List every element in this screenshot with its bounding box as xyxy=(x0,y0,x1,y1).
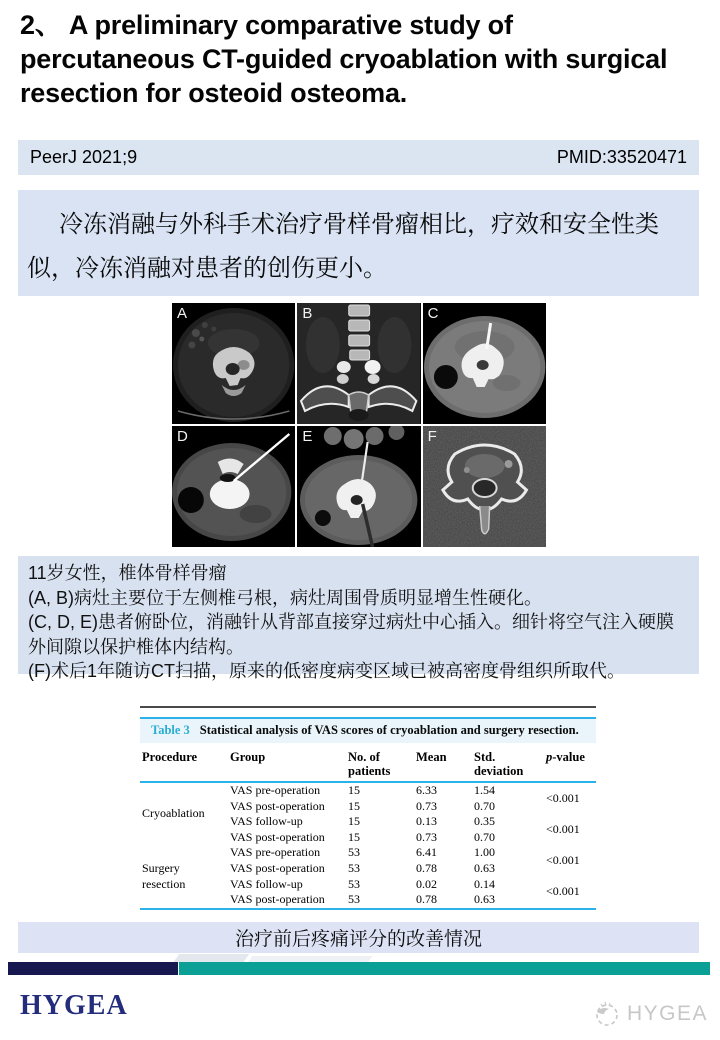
page-title xyxy=(20,8,714,110)
sd-cell: 1.54 xyxy=(474,783,495,797)
procedure-cell: Surgery resection xyxy=(142,860,186,891)
figure-caption-box xyxy=(18,556,699,681)
caption-line-1: 11岁女性，椎体骨样骨瘤 xyxy=(28,563,227,583)
summary-box xyxy=(18,190,699,296)
panel-label-f: F xyxy=(427,428,437,445)
result-caption-bar xyxy=(18,922,699,953)
sd-cell: 0.35 xyxy=(474,814,495,829)
ct-panel-e xyxy=(297,426,420,547)
table-figure xyxy=(140,706,596,910)
ct-panel-b xyxy=(297,303,420,424)
n-cell: 53 xyxy=(348,860,360,875)
journal-bar xyxy=(18,140,699,175)
col-header-group: Group xyxy=(228,743,346,782)
ct-figure-grid xyxy=(172,303,546,547)
caption-line-2: (A, B)病灶主要位于左侧椎弓根，病灶周围骨质明显增生性硬化。 xyxy=(28,587,542,608)
ct-panel-c xyxy=(423,303,546,424)
n-cell: 15 xyxy=(348,798,360,813)
sd-cell: 0.63 xyxy=(474,892,495,907)
ct-scan-axial-needle-image xyxy=(297,426,420,547)
n-cell: 53 xyxy=(348,892,360,907)
sd-cell: 0.14 xyxy=(474,876,495,891)
n-cell: 53 xyxy=(348,876,360,891)
col-header-pvalue: p-value xyxy=(544,743,596,782)
table-row xyxy=(140,782,596,799)
pvalue-cell: <0.001 xyxy=(546,821,580,836)
table-row xyxy=(140,845,596,861)
sd-cell: 0.63 xyxy=(474,860,495,875)
pmid-label: PMID:33520471 xyxy=(556,147,687,167)
n-cell: 15 xyxy=(348,814,360,829)
vas-table xyxy=(140,717,596,910)
panel-label-c: C xyxy=(427,305,439,322)
n-cell: 15 xyxy=(348,829,360,844)
result-caption-text: 治疗前后疼痛评分的改善情况 xyxy=(234,929,482,950)
pvalue-cell: <0.001 xyxy=(546,884,580,899)
mean-cell: 0.02 xyxy=(416,876,437,891)
panel-label-d: D xyxy=(177,428,188,445)
mean-cell: 0.73 xyxy=(416,798,437,813)
mean-cell: 6.33 xyxy=(416,783,437,797)
sd-cell: 0.70 xyxy=(474,829,495,844)
sd-cell: 0.70 xyxy=(474,798,495,813)
panel-label-b: B xyxy=(302,305,313,322)
group-cell: VAS post-operation xyxy=(230,798,325,813)
col-header-sd: Std. deviation xyxy=(472,743,544,782)
procedure-cell: Cryoablation xyxy=(142,806,205,821)
group-cell: VAS pre-operation xyxy=(230,845,321,860)
ct-scan-axial-image xyxy=(172,303,295,424)
pvalue-cell: <0.001 xyxy=(546,790,580,805)
hygea-watermark-icon xyxy=(591,1000,621,1028)
table-caption: Statistical analysis of VAS scores of cryoablation and surgery resection. xyxy=(199,723,579,737)
pvalue-cell: <0.001 xyxy=(546,853,580,868)
group-cell: VAS post-operation xyxy=(230,860,325,875)
summary-text: 冷冻消融与外科手术治疗骨样骨瘤相比，疗效和安全性类似，冷冻消融对患者的创伤更小。 xyxy=(27,211,659,282)
ct-panel-d xyxy=(172,426,295,547)
mean-cell: 0.73 xyxy=(416,829,437,844)
page-title-line-3: resection for osteoid osteoma. xyxy=(20,78,408,108)
hygea-watermark xyxy=(591,1000,708,1028)
col-header-procedure: Procedure xyxy=(140,743,228,782)
mean-cell: 6.41 xyxy=(416,845,437,860)
caption-line-3: (C, D, E)患者俯卧位，消融针从背部直接穿过病灶中心插入。细针将空气注入硬膜外间隙以保护椎体内结构。 xyxy=(28,612,674,657)
ct-scan-followup-image xyxy=(423,426,546,547)
group-cell: VAS post-operation xyxy=(230,829,325,844)
n-cell: 53 xyxy=(348,845,360,860)
footer-band-navy xyxy=(8,962,178,975)
panel-label-a: A xyxy=(177,305,188,322)
group-cell: VAS pre-operation xyxy=(230,783,321,797)
page-title-line-2: percutaneous CT-guided cryoablation with surgical xyxy=(20,44,668,74)
mean-cell: 0.13 xyxy=(416,814,437,829)
group-cell: VAS post-operation xyxy=(230,892,325,907)
group-cell: VAS follow-up xyxy=(230,814,303,829)
hygea-watermark-text: HYGEA xyxy=(626,1002,708,1025)
col-header-patients: No. of patients xyxy=(346,743,414,782)
table-header-row xyxy=(140,743,596,782)
mean-cell: 0.78 xyxy=(416,860,437,875)
page-title-line-1: 2、 A preliminary comparative study of xyxy=(20,10,513,40)
caption-line-4: (F)术后1年随访CT扫描，原来的低密度病变区域已被高密度骨组织所取代。 xyxy=(28,661,625,681)
table-title-band xyxy=(140,719,596,743)
ct-panel-f xyxy=(423,426,546,547)
ct-scan-coronal-image xyxy=(297,303,420,424)
ct-panel-a xyxy=(172,303,295,424)
mean-cell: 0.78 xyxy=(416,892,437,907)
ct-scan-axial-image xyxy=(423,303,546,424)
n-cell: 15 xyxy=(348,783,360,797)
hygea-logo-text: HYGEA xyxy=(20,990,128,1021)
table-number-label: Table 3 xyxy=(151,723,190,737)
journal-citation: PeerJ 2021;9 xyxy=(30,147,138,167)
col-header-mean: Mean xyxy=(414,743,472,782)
panel-label-e: E xyxy=(302,428,313,445)
sd-cell: 1.00 xyxy=(474,845,495,860)
ct-scan-axial-needle-image xyxy=(172,426,295,547)
group-cell: VAS follow-up xyxy=(230,876,303,891)
footer-band-teal xyxy=(179,962,710,975)
